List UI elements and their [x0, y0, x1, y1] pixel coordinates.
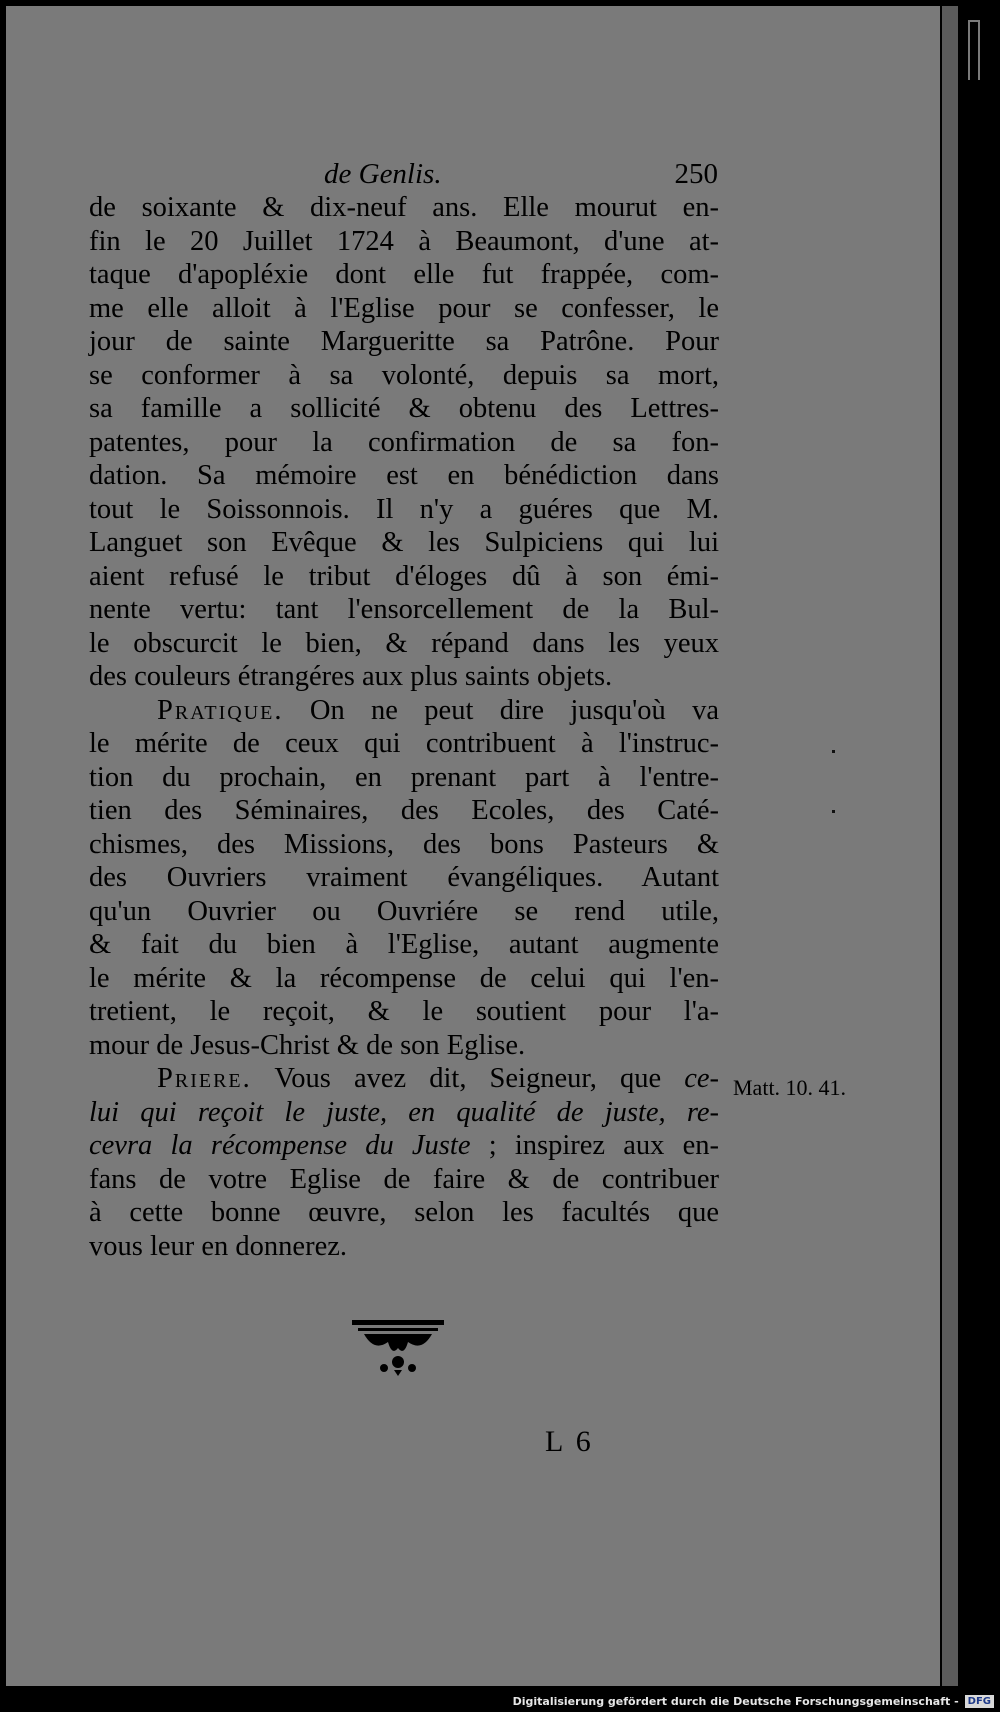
text-line: & fait du bien à l'Eglise, autant augmente: [89, 929, 719, 960]
edge-mark: [968, 20, 980, 80]
text-line: fans de votre Eglise de faire & de contribuer: [89, 1163, 719, 1195]
text-line: tion du prochain, en prenant part à l'entre-: [89, 761, 719, 793]
pratique-line: Pratique. On ne peut dire jusqu'où va: [157, 694, 719, 726]
priere-line: Priere. Vous avez dit, Seigneur, que ce-: [157, 1063, 719, 1094]
text-line: tout le Soissonnois. Il n'y a guéres que M.: [89, 493, 719, 525]
text-line: aient refusé le tribut d'éloges dû à son émi-: [89, 560, 719, 592]
page-edge: [942, 6, 958, 1686]
running-head-title: de Genlis.: [324, 158, 442, 190]
footer-credit: Digitalisierung gefördert durch die Deutsche Forschungsgemeinschaft -: [512, 1694, 959, 1708]
text-line: qu'un Ouvrier ou Ouvriére se rend utile,: [89, 895, 719, 927]
text-line: lui qui reçoit le juste, en qualité de juste, re-: [89, 1096, 719, 1128]
text-line: fin le 20 Juillet 1724 à Beaumont, d'une at-: [89, 225, 719, 257]
dfg-logo: DFG: [965, 1695, 994, 1708]
text-line: à cette bonne œuvre, selon les facultés que: [89, 1197, 719, 1228]
text-line: de soixante & dix-neuf ans. Elle mourut en-: [89, 192, 719, 223]
text-line: taque d'apopléxie dont elle fut frappée, com-: [89, 259, 719, 290]
signature-mark: L 6: [545, 1425, 594, 1458]
footer-bar: [513, 1690, 1000, 1712]
priere-heading: Priere.: [157, 1063, 252, 1094]
pratique-heading: Pratique.: [157, 694, 284, 726]
tailpiece-ornament: [350, 1318, 446, 1378]
margin-reference: Matt. 10. 41.: [733, 1075, 847, 1100]
text-line: me elle alloit à l'Eglise pour se confesser, le: [89, 292, 719, 324]
text-line: tien des Séminaires, des Ecoles, des Caté-: [89, 795, 719, 826]
body-text: [89, 191, 719, 1263]
text-line: se conformer à sa volonté, depuis sa mort,: [89, 359, 719, 391]
text-line: dation. Sa mémoire est en bénédiction dans: [89, 460, 719, 491]
text-line: le mérite de ceux qui contribuent à l'instruc-: [89, 728, 719, 759]
text-line: le mérite & la récompense de celui qui l'en-: [89, 962, 719, 994]
text-line: vous leur en donnerez.: [89, 1230, 347, 1262]
text-line: patentes, pour la confirmation de sa fon-: [89, 426, 719, 458]
text-line: jour de sainte Margueritte sa Patrône. Pour: [89, 326, 719, 357]
text-line: nente vertu: tant l'ensorcellement de la Bul-: [89, 594, 719, 625]
text-line: mour de Jesus-Christ & de son Eglise.: [89, 1029, 526, 1061]
text-line: sa famille a sollicité & obtenu des Lettres-: [89, 393, 719, 424]
text-line: des couleurs étrangéres aux plus saints objets.: [89, 661, 613, 692]
text-line: des Ouvriers vraiment évangéliques. Autant: [89, 862, 719, 893]
page-number: 250: [674, 158, 718, 190]
text-line: Languet son Evêque & les Sulpiciens qui lui: [89, 527, 719, 558]
text-line: cevra la récompense du Juste ; inspirez aux en-: [89, 1130, 719, 1161]
text-line: tretient, le reçoit, & le soutient pour l'a-: [89, 996, 719, 1027]
text-line: chismes, des Missions, des bons Pasteurs &: [89, 828, 719, 860]
text-line: le obscurcit le bien, & répand dans les yeux: [89, 627, 719, 659]
